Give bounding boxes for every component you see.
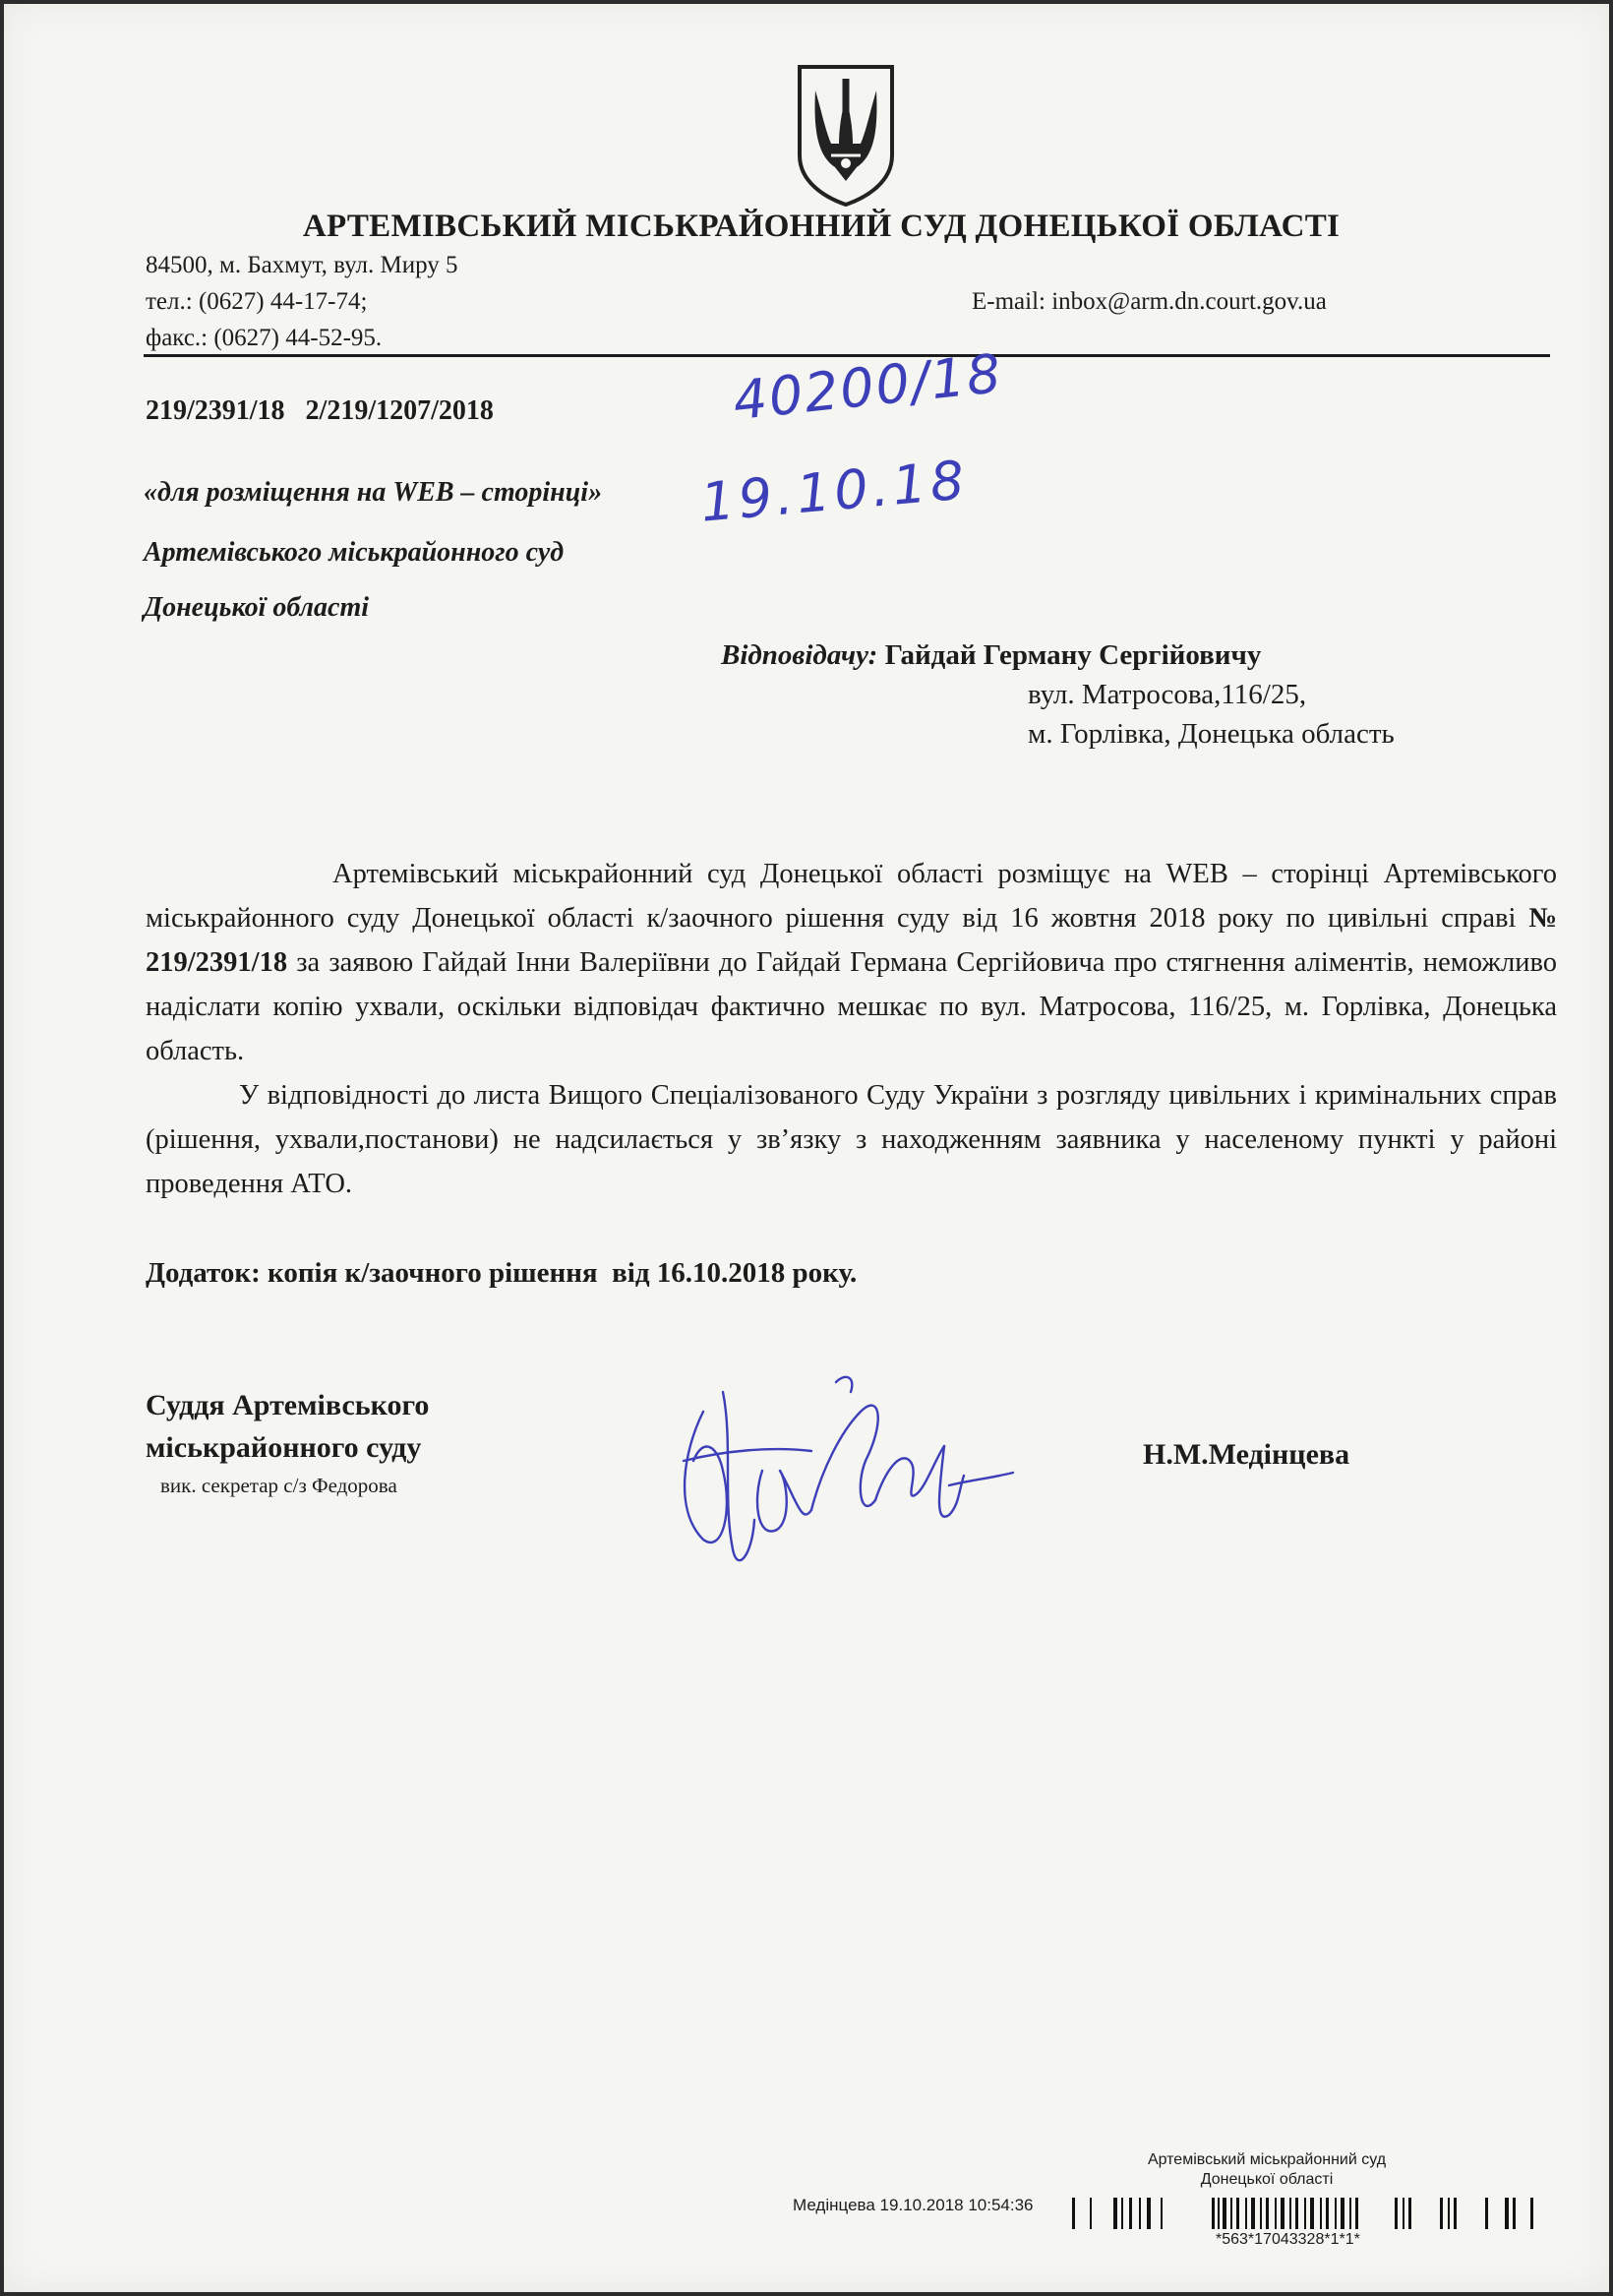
recipient-court-line-2: Донецької області — [144, 592, 370, 623]
respondent-street: вул. Матросова,116/25, — [1028, 679, 1307, 710]
court-phone: тел.: (0627) 44-17-74; — [146, 288, 368, 315]
court-fax: факс.: (0627) 44-52-95. — [146, 325, 383, 351]
body-case-number: № 219/2391/18 — [146, 903, 1557, 978]
respondent-line — [721, 639, 1261, 672]
respondent-city: м. Горлівка, Донецька область — [1028, 718, 1395, 750]
stamp-court-line-1: Артемівський міськрайонний суд — [1147, 2151, 1387, 2168]
judge-title-line-2: міськрайонного суду — [146, 1431, 422, 1464]
body-p1-text-b: за заявою Гайдай Інни Валеріївни до Гайдай Германа Сергійовича про стягнення аліментів, неможливо надіслати копію ухвали, оскільки відповідач фактично мешкає по вул. Матросова, 116/25, м. Горлівка, Донецька область. — [146, 947, 1557, 1066]
case-numbers: 219/2391/18 2/219/1207/2018 — [146, 395, 494, 426]
handwritten-date: 19.10.18 — [697, 449, 971, 534]
judge-title-line-1: Суддя Артемівського — [146, 1389, 430, 1421]
web-placement-note: «для розміщення на WEB – сторінці» — [144, 477, 603, 508]
respondent-name: Гайдай Герману Сергійовичу — [884, 639, 1262, 671]
respondent-label: Відповідачу: — [721, 639, 878, 671]
coat-of-arms-trident-icon — [792, 61, 900, 207]
letter-body — [146, 852, 1557, 1206]
handwritten-signature — [664, 1353, 1018, 1589]
body-p1-text-a: Артемівський міськрайонний суд Донецької області розміщує на WEB – сторінці Артемівського міськрайонного суду Донецької області к/заочного рішення суду від 16 жовтня 2018 року по цивільні справі — [146, 859, 1557, 934]
registration-stamp-court — [1111, 2150, 1422, 2190]
stamp-court-line-2: Донецької області — [1200, 2171, 1334, 2188]
handwritten-registration-number: 40200/18 — [730, 341, 1006, 433]
header-divider — [144, 354, 1550, 357]
judge-name: Н.М.Медінцева — [1143, 1438, 1350, 1471]
body-paragraph-1 — [146, 852, 1557, 1073]
court-email: E-mail: inbox@arm.dn.court.gov.ua — [972, 288, 1327, 315]
recipient-court-line-1: Артемівського міськрайонного суд — [144, 537, 565, 568]
court-name-heading: АРТЕМІВСЬКИЙ МІСЬКРАЙОННИЙ СУД ДОНЕЦЬКОЇ ОБЛАСТІ — [302, 209, 1341, 244]
barcode — [1062, 2196, 1554, 2233]
barcode-number: *563*17043328*1*1* — [1216, 2231, 1360, 2248]
registration-stamp-meta: Медінцева 19.10.2018 10:54:36 — [793, 2196, 1034, 2214]
secretary-note: вик. секретар с/з Федорова — [160, 1474, 397, 1497]
court-address: 84500, м. Бахмут, вул. Миру 5 — [146, 252, 458, 278]
body-paragraph-2: У відповідності до листа Вищого Спеціалізованого Суду України з розгляду цивільних і кримінальних справ (рішення, ухвали,постанови) не надсилається у зв’язку з находженням заявника у населеному пункті у районі проведення АТО. — [146, 1080, 1557, 1199]
appendix-line: Додаток: копія к/заочного рішення від 16.10.2018 року. — [146, 1257, 858, 1289]
